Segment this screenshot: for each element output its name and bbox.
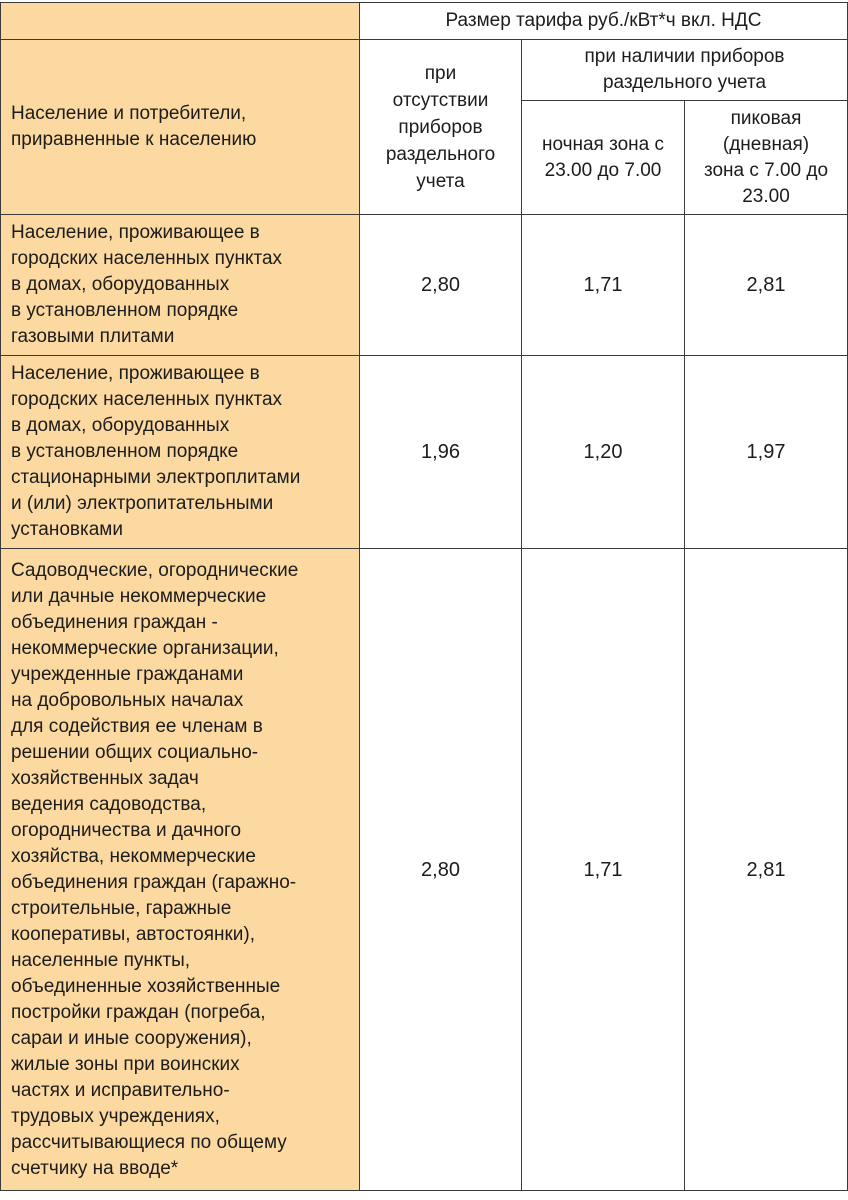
- peak-zone-header: [685, 101, 848, 215]
- peak-value: 1,97: [685, 356, 848, 549]
- header-row-2: [1, 40, 848, 101]
- with-meter-header: [522, 40, 848, 101]
- peak-zone-header-text: пиковая (дневная) зона с 7.00 до 23.00: [703, 107, 829, 207]
- table-row: [1, 215, 848, 356]
- night-value: 1,71: [522, 549, 685, 1191]
- night-value: 1,71: [522, 215, 685, 356]
- row-label: Население, проживающее в городских населенных пунктах в домах, оборудованных в установленном порядке стационарными электроплитами и (или) электропитательными установками: [1, 356, 360, 549]
- tariff-title: Размер тарифа руб./кВт*ч вкл. НДС: [360, 3, 848, 40]
- no-meter-value: 2,80: [360, 215, 522, 356]
- no-meter-value: 2,80: [360, 549, 522, 1191]
- peak-value: 2,81: [685, 549, 848, 1191]
- category-header: Население и потребители, приравненные к населению: [1, 40, 360, 215]
- table-row: [1, 549, 848, 1191]
- row-label: Садоводческие, огороднические или дачные некоммерческие объединения граждан - некоммерческие организации, учрежденные гражданами на добровольных началах для содействия ее членам в решении общих социально- хозяйственных задач ведения садоводства, огородничества и дачного хозяйства, некоммерческие объединения граждан (гаражно- строительные, гаражные кооперативы, автостоянки), населенные пункты, объединенные хозяйственные постройки граждан (погреба, сараи и иные сооружения), жилые зоны при воинских частях и исправительно- трудовых учреждениях, рассчитывающиеся по общему счетчику на вводе*: [1, 549, 360, 1191]
- night-zone-header-text: ночная зона с 23.00 до 7.00: [541, 133, 665, 181]
- row-label: Население, проживающее в городских населенных пунктах в домах, оборудованных в установленном порядке газовыми плитами: [1, 215, 360, 356]
- night-zone-header: [522, 101, 685, 215]
- with-meter-header-text: при наличии приборов раздельного учета: [584, 46, 785, 93]
- tariff-table: [0, 2, 848, 1191]
- header-row-1: [1, 3, 848, 40]
- no-meter-header-text: при отсутствии приборов раздельного учета: [385, 62, 496, 192]
- no-meter-value: 1,96: [360, 356, 522, 549]
- header-corner-cell: [1, 3, 360, 40]
- night-value: 1,20: [522, 356, 685, 549]
- table-row: [1, 356, 848, 549]
- peak-value: 2,81: [685, 215, 848, 356]
- no-meter-header: [360, 40, 522, 215]
